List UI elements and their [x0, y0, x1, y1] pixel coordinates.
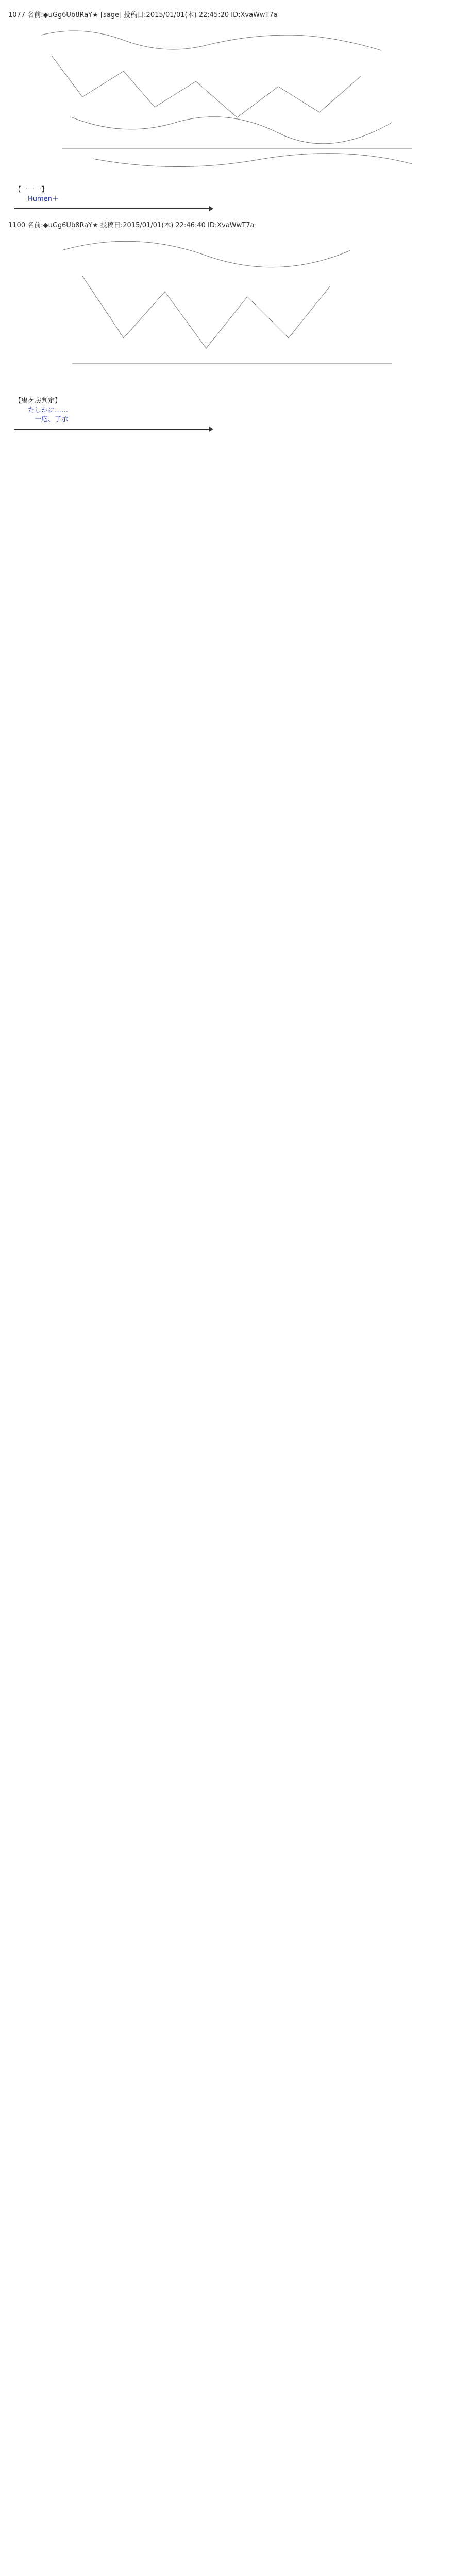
post-body-line: Humen＋ — [14, 195, 59, 203]
post-header: 1100 名前:◆uGg6Ub8RaY★ 投稿日:2015/01/01(木) 22:46:40 ID:XvaWwT7a — [8, 222, 255, 229]
divider-arrow — [14, 208, 210, 209]
post-header: 1077 名前:◆uGg6Ub8RaY★ [sage] 投稿日:2015/01/01(木) 22:45:20 ID:XvaWwT7a — [8, 11, 278, 19]
post-body-line: 【一一一】 — [14, 186, 48, 194]
post-body-line: たしかに…… — [14, 406, 69, 414]
post-body-line: 一応、了承 — [14, 416, 69, 423]
post-body-line: 【鬼ケ戻判定】 — [14, 397, 62, 405]
divider-arrow — [14, 429, 210, 430]
ascii-art-figure — [21, 25, 443, 179]
ascii-art-figure — [21, 235, 443, 389]
